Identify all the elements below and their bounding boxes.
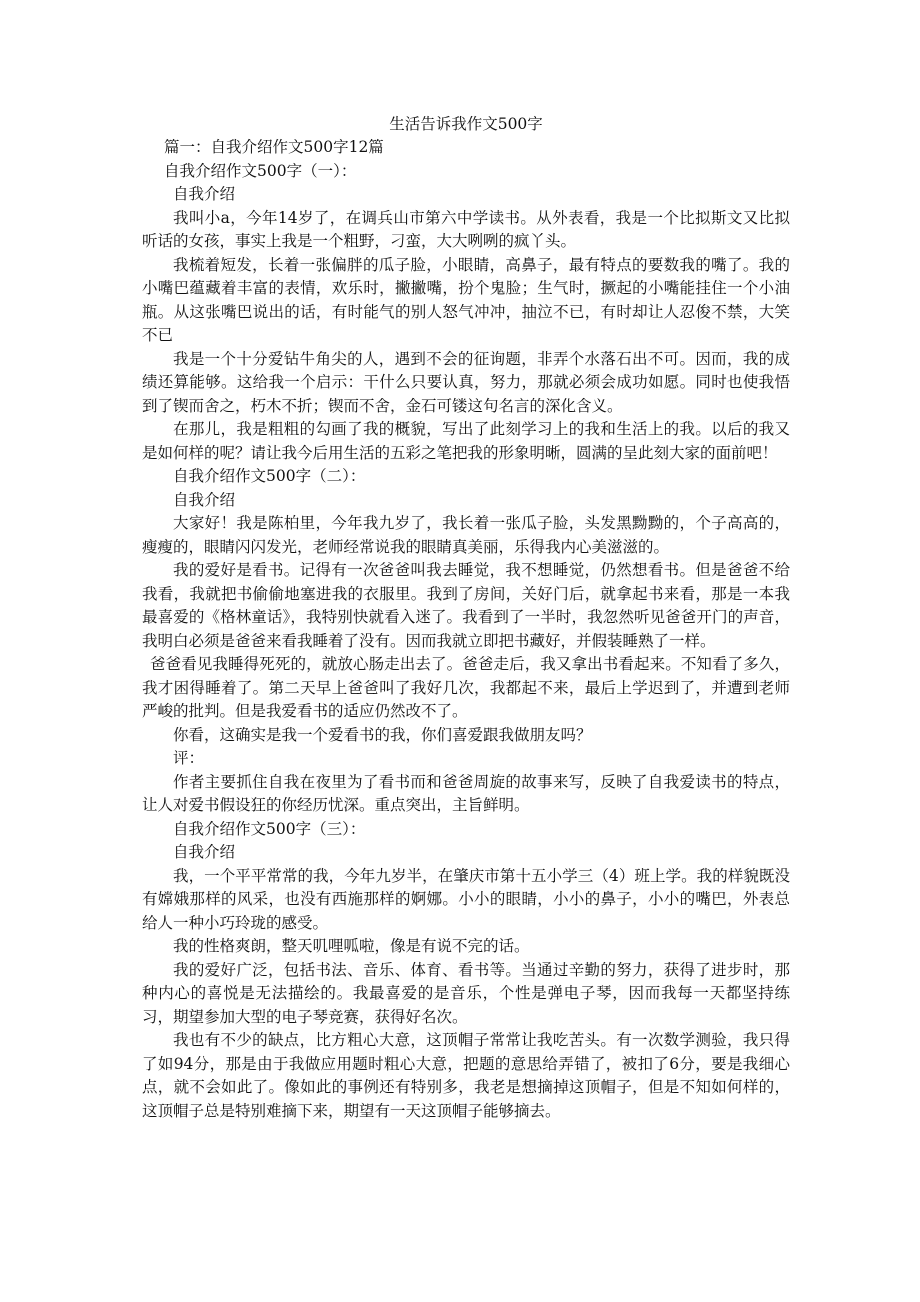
subsection-heading: 自我介绍作文500字（二）： — [173, 467, 366, 485]
paragraph: 我是一个十分爱钻牛角尖的人，遇到不会的征询题，非弄个水落石出不可。因而，我的成绩还算能够。这给我一个启示：干什么只要认真，努力，那就必须会成功如愿。同时也使我悟到了锲而舍之，朽木不折；锲而不舍，金石可镂这句名言的深化含义。 — [142, 349, 790, 415]
paragraph: 我叫小a，今年14岁了，在调兵山市第六中学读书。从外表看，我是一个比拟斯文又比拟听话的女孩，事实上我是一个粗野，刁蛮，大大咧咧的疯丫头。 — [142, 208, 790, 250]
subsection-heading: 自我介绍 — [173, 843, 236, 861]
paragraph: 在那儿，我是粗粗的勾画了我的概貌，写出了此刻学习上的我和生活上的我。以后的我又是如何样的呢？请让我今后用生活的五彩之笔把我的形象明晰，圆满的呈此刻大家的面前吧！ — [142, 420, 790, 462]
section-heading: 篇一：自我介绍作文500字12篇 — [164, 138, 384, 156]
paragraph: 评： — [173, 749, 205, 767]
paragraph: 爸爸看见我睡得死死的，就放心肠走出去了。爸爸走后，我又拿出书看起来。不知看了多久，我才困得睡着了。第二天早上爸爸叫了我好几次，我都起不来，最后上学迟到了，并遭到老师严峻的批判。但是我爱看书的适应仍然改不了。 — [142, 655, 790, 720]
document-page — [142, 112, 790, 1123]
document-title: 生活告诉我作文500字 — [389, 115, 543, 133]
paragraph: 我也有不少的缺点，比方粗心大意，这顶帽子常常让我吃苦头。有一次数学测验，我只得了如94分，那是由于我做应用题时粗心大意，把题的意思给弄错了，被扣了6分，要是我细心点，就不会如此了。像如此的事例还有特别多，我老是想摘掉这顶帽子，但是不知如何样的，这顶帽子总是特别难摘下来，期望有一天这顶帽子能够摘去。 — [142, 1031, 790, 1120]
paragraph: 作者主要抓住自我在夜里为了看书而和爸爸周旋的故事来写，反映了自我爱读书的特点，让人对爱书假设狂的你经历忧深。重点突出，主旨鲜明。 — [142, 772, 790, 814]
subsection-heading: 自我介绍作文500字（一）： — [164, 161, 357, 180]
subsection-heading: 自我介绍 — [173, 185, 236, 203]
subsection-heading: 自我介绍作文500字（三）： — [173, 819, 366, 838]
paragraph: 你看，这确实是我一个爱看书的我，你们喜爱跟我做朋友吗？ — [173, 725, 592, 744]
subsection-heading: 自我介绍 — [173, 490, 236, 509]
paragraph: 大家好！我是陈柏里，今年我九岁了，我长着一张瓜子脸，头发黑黝黝的，个子高高的，瘦瘦的，眼睛闪闪发光，老师经常说我的眼睛真美丽，乐得我内心美滋滋的。 — [142, 514, 790, 556]
paragraph: 我的性格爽朗，整天叽哩呱啦，像是有说不完的话。 — [173, 937, 530, 955]
paragraph: 我，一个平平常常的我，今年九岁半，在肇庆市第十五小学三（4）班上学。我的样貌既没有嫦娥那样的风采，也没有西施那样的婀娜。小小的眼睛，小小的鼻子，小小的嘴巴，外表总给人一种小巧玲珑的感受。 — [142, 866, 790, 932]
paragraph: 我的爱好广泛，包括书法、音乐、体育、看书等。当通过辛勤的努力，获得了进步时，那种内心的喜悦是无法描绘的。我最喜爱的是音乐，个性是弹电子琴，因而我每一天都坚持练习，期望参加大型的电子琴竞赛，获得好名次。 — [142, 960, 790, 1026]
paragraph: 我的爱好是看书。记得有一次爸爸叫我去睡觉，我不想睡觉，仍然想看书。但是爸爸不给我看，我就把书偷偷地塞进我的衣服里。我到了房间，关好门后，就拿起书来看，那是一本我最喜爱的《格林童话》，我特别快就看入迷了。我看到了一半时，我忽然听见爸爸开门的声音，我明白必须是爸爸来看我睡着了没有。因而我就立即把书藏好，并假装睡熟了一样。 — [142, 561, 790, 650]
document-body — [142, 136, 790, 1123]
paragraph: 我梳着短发，长着一张偏胖的瓜子脸，小眼睛，高鼻子，最有特点的要数我的嘴了。我的小嘴巴蕴藏着丰富的表情，欢乐时，撇撇嘴，扮个鬼脸；生气时，撅起的小嘴能挂住一个小油瓶。从这张嘴巴说出的话，有时能气的别人怒气冲冲，抽泣不已，有时却让人忍俊不禁，大笑不已 — [142, 255, 790, 344]
